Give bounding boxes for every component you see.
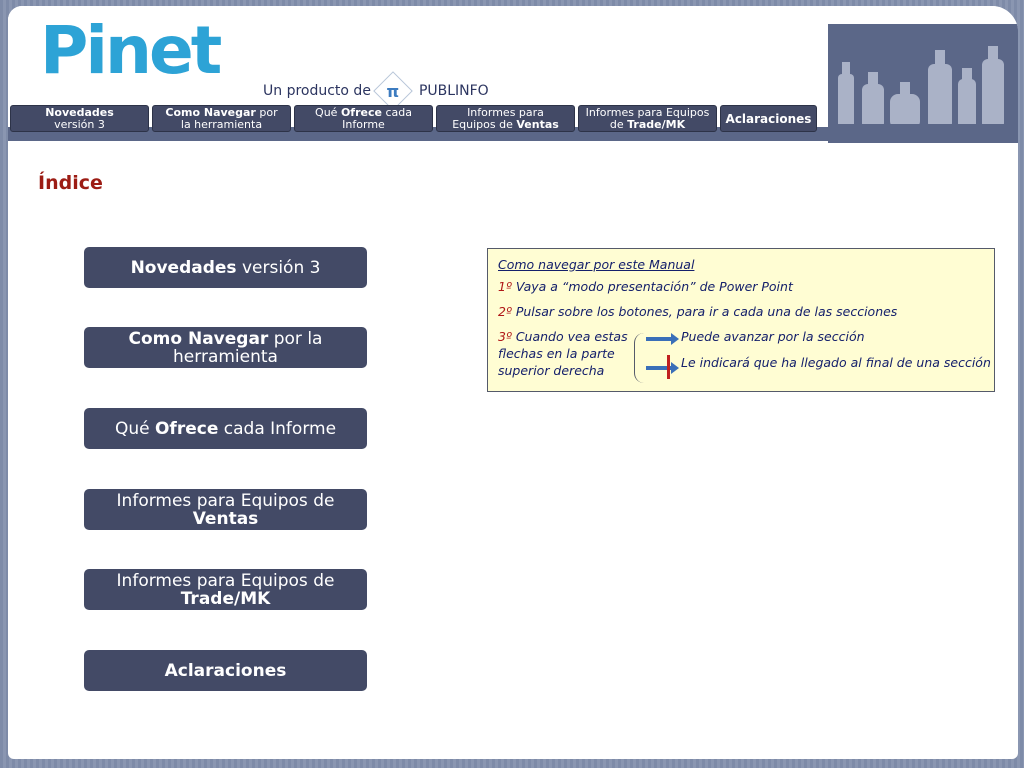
tab-como-navegar[interactable] — [152, 105, 291, 132]
instructions-box — [487, 248, 995, 392]
step-number: 1º — [498, 279, 512, 294]
tab-label-bold: Ventas — [516, 117, 559, 131]
como-navegar-button[interactable] — [84, 327, 367, 368]
button-label-bold: Novedades — [130, 257, 237, 278]
arrow-end-caption: Le indicará que ha llegado al final de una sección — [681, 355, 991, 370]
button-label-line2: herramienta — [173, 346, 278, 367]
button-label-bold: Trade/MK — [180, 588, 271, 609]
button-label: Aclaraciones — [164, 660, 287, 681]
brace-icon — [634, 333, 645, 383]
button-label-pre: Qué — [114, 418, 155, 439]
tab-label: Aclaraciones — [725, 111, 812, 126]
tab-label-line1: Informes para Equipos — [585, 105, 710, 119]
tab-label-bold: Trade/MK — [627, 117, 686, 131]
tab-label-pre: Equipos de — [452, 117, 517, 131]
page-title: Índice — [38, 172, 103, 194]
informes-ventas-button[interactable] — [84, 489, 367, 530]
tab-label-bold: Como Navegar — [165, 105, 256, 119]
publinfo-logo-icon: π — [373, 71, 413, 111]
tab-label-pre: Qué — [315, 105, 341, 119]
step-text: Vaya a “modo presentación” de Power Point — [511, 279, 793, 294]
tab-informes-ventas[interactable] — [436, 105, 575, 132]
step-number: 2º — [498, 304, 512, 319]
bottles-image — [828, 24, 1018, 143]
que-ofrece-button[interactable] — [84, 408, 367, 449]
step-text: Cuando vea estas — [511, 329, 628, 344]
button-label-line1: Informes para Equipos de — [116, 570, 335, 591]
aclaraciones-button[interactable] — [84, 650, 367, 691]
step-1 — [498, 279, 793, 294]
novedades-button[interactable] — [84, 247, 367, 288]
button-label-rest: cada Informe — [218, 418, 337, 439]
header — [8, 6, 1018, 143]
tab-aclaraciones[interactable] — [720, 105, 817, 132]
button-label-bold: Como Navegar — [128, 328, 269, 349]
tab-label-line2: versión 3 — [54, 117, 105, 131]
tab-label-line1: Novedades — [45, 105, 114, 119]
button-label-bold: Ofrece — [154, 418, 219, 439]
tab-label-line1: Informes para — [467, 105, 544, 119]
pinet-logo: Pinet — [40, 12, 220, 89]
tab-label-bold: Ofrece — [340, 105, 382, 119]
step-3 — [498, 329, 628, 344]
step-3-line2: flechas en la parte — [498, 346, 615, 361]
top-nav — [10, 105, 817, 132]
step-3-line3: superior derecha — [498, 363, 605, 378]
button-label-rest: versión 3 — [236, 257, 321, 278]
button-label-bold: Ventas — [192, 508, 259, 529]
instructions-heading: Como navegar por este Manual — [498, 257, 695, 272]
byline-company: PUBLINFO — [418, 83, 489, 99]
tab-label-line2: Informe — [342, 117, 385, 131]
arrow-next-caption: Puede avanzar por la sección — [681, 329, 865, 344]
step-text: Pulsar sobre los botones, para ir a cada una de las secciones — [511, 304, 898, 319]
tab-que-ofrece[interactable] — [294, 105, 433, 132]
tab-informes-trade[interactable] — [578, 105, 717, 132]
step-number: 3º — [498, 329, 512, 344]
step-2 — [498, 304, 897, 319]
button-label-rest: por la — [268, 328, 323, 349]
tab-label-line2: la herramienta — [180, 117, 263, 131]
slide — [8, 6, 1018, 759]
byline-prefix: Un producto de — [263, 83, 371, 99]
next-arrow-icon — [646, 337, 672, 341]
end-bar-icon — [667, 355, 670, 379]
tab-label-pre: de — [609, 117, 628, 131]
byline — [263, 77, 489, 105]
button-label-line1: Informes para Equipos de — [116, 490, 335, 511]
tab-label-rest: cada — [381, 105, 412, 119]
tab-label-rest: por — [255, 105, 278, 119]
tab-novedades[interactable] — [10, 105, 149, 132]
informes-trade-button[interactable] — [84, 569, 367, 610]
